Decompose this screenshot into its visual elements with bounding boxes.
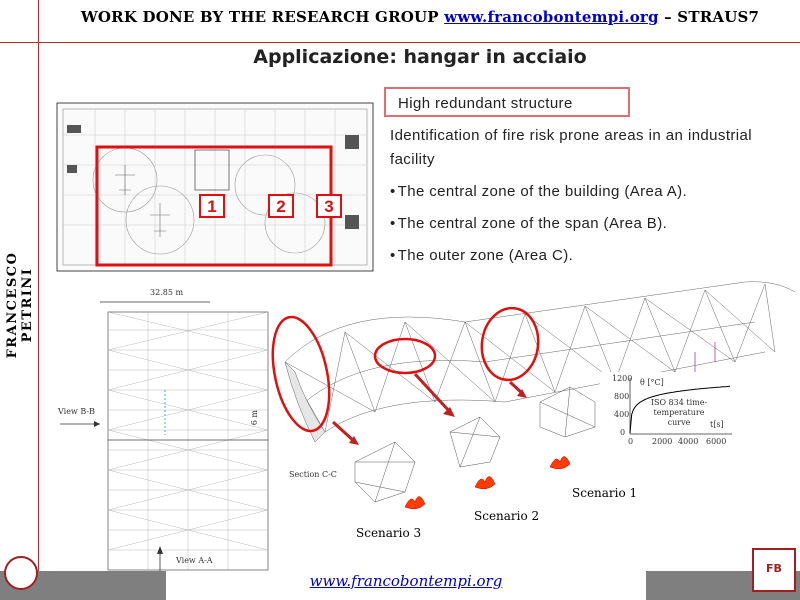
hangar-plan-drawing (55, 95, 375, 275)
scenario-1-label: Scenario 1 (572, 486, 638, 500)
view-aa-label: View A-A (176, 556, 213, 565)
iso-ytick-400: 400 (614, 410, 630, 419)
page-header (40, 8, 800, 26)
view-bb-label: View B-B (58, 407, 95, 416)
description-text (390, 124, 752, 268)
bullet-area-b: • The central zone of the span (Area B). (390, 212, 752, 236)
iso-ytick-1200: 1200 (612, 374, 633, 383)
slide-title: Applicazione: hangar in acciaio (253, 46, 587, 68)
header-suffix: – STRAUS7 (664, 8, 760, 26)
zone-label-3: 3 (316, 194, 342, 218)
roof-elevation-drawing (60, 290, 282, 572)
scenario-3-label: Scenario 3 (356, 526, 422, 540)
bullet-area-a: • The central zone of the building (Area A). (390, 180, 752, 204)
research-group-seal-logo: FB (752, 548, 796, 592)
iso-ylabel: θ [°C] (640, 378, 664, 387)
header-prefix: WORK DONE BY THE RESEARCH GROUP (80, 8, 439, 26)
iso-xtick-6000: 6000 (706, 437, 727, 446)
left-rule (38, 0, 39, 572)
iso-xtick-2000: 2000 (652, 437, 673, 446)
redundancy-note-box: High redundant structure (384, 87, 630, 117)
university-logo (4, 556, 38, 590)
width-dimension-label: 32.85 m (150, 288, 184, 297)
zone-label-1: 1 (199, 194, 225, 218)
iso-ytick-800: 800 (614, 392, 630, 401)
iso-xtick-4000: 4000 (678, 437, 699, 446)
iso-xtick-0: 0 (628, 437, 634, 446)
iso-ytick-0: 0 (620, 428, 626, 437)
author-vertical-label: FRANCESCO PETRINI (5, 251, 35, 359)
iso-xlabel: t[s] (710, 420, 724, 429)
scenario-2-label: Scenario 2 (474, 509, 540, 523)
bullet-area-c: • The outer zone (Area C). (390, 244, 752, 268)
intro-paragraph: Identification of fire risk prone areas in an industrial facility (390, 127, 752, 168)
height-dimension-label: 6 m (250, 410, 259, 426)
iso-curve-label: ISO 834 time-temperature curve (650, 398, 708, 427)
header-link[interactable]: www.francobontempi.org (444, 8, 659, 26)
footer-link[interactable]: www.francobontempi.org (309, 572, 503, 590)
top-rule (0, 42, 800, 43)
section-cc-label: Section C-C (289, 470, 337, 479)
zone-label-2: 2 (268, 194, 294, 218)
